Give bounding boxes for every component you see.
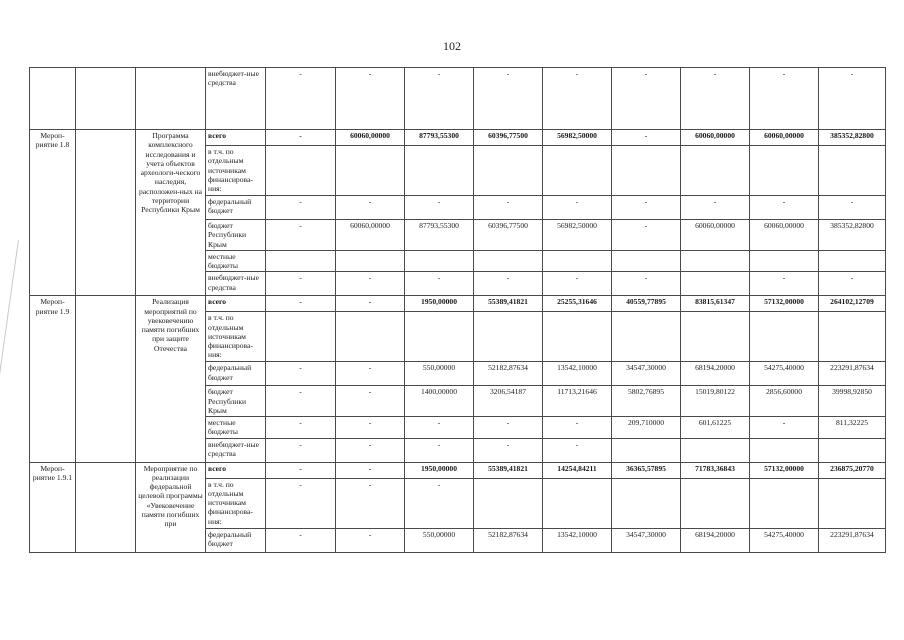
funding-source: местные бюджеты [206, 250, 266, 272]
value-cell: - [266, 528, 336, 552]
value-cell [681, 312, 750, 362]
blank-cell [76, 296, 136, 462]
value-cell: - [336, 68, 405, 130]
value-cell [474, 312, 543, 362]
value-cell: - [612, 196, 681, 220]
value-cell: 1950,00000 [405, 296, 474, 312]
funding-source: всего [206, 462, 266, 478]
value-cell: - [405, 417, 474, 439]
value-cell [750, 146, 819, 196]
value-cell: 55389,41821 [474, 296, 543, 312]
value-cell: - [336, 528, 405, 552]
value-cell: 60060,00000 [681, 220, 750, 251]
cont-blank-cell [76, 68, 136, 130]
value-cell: 15019,80122 [681, 386, 750, 417]
value-cell [266, 146, 336, 196]
budget-table [29, 67, 886, 553]
funding-source: внебюджет-ные средства [206, 68, 266, 130]
value-cell: - [474, 196, 543, 220]
value-cell: 14254,84211 [543, 462, 612, 478]
value-cell: - [336, 462, 405, 478]
value-cell: - [612, 220, 681, 251]
value-cell: 36365,57895 [612, 462, 681, 478]
table-row [30, 296, 886, 312]
value-cell: - [543, 196, 612, 220]
value-cell: 223291,87634 [819, 362, 886, 386]
value-cell [681, 478, 750, 528]
value-cell: - [405, 68, 474, 130]
value-cell: 56982,50000 [543, 220, 612, 251]
value-cell [681, 438, 750, 462]
value-cell: 87793,55300 [405, 130, 474, 146]
value-cell [819, 146, 886, 196]
value-cell: 56982,50000 [543, 130, 612, 146]
value-cell: 68194,20000 [681, 528, 750, 552]
cont-code-cell [30, 68, 76, 130]
blank-cell [76, 130, 136, 296]
value-cell: - [266, 196, 336, 220]
value-cell: 57132,00000 [750, 462, 819, 478]
measure-name: Программа комплексного исследования и учета объектов археологи-ческого наследия, расположен-ных на территории Республики Крым [136, 130, 206, 296]
value-cell: 550,00000 [405, 362, 474, 386]
value-cell: 60396,77500 [474, 220, 543, 251]
value-cell [474, 146, 543, 196]
value-cell: 39998,92850 [819, 386, 886, 417]
value-cell: - [405, 478, 474, 528]
value-cell: - [543, 272, 612, 296]
value-cell: 34547,30000 [612, 362, 681, 386]
value-cell: - [336, 362, 405, 386]
value-cell: 54275,40000 [750, 528, 819, 552]
value-cell [266, 250, 336, 272]
funding-source: в т.ч. по отдельным источникам финансирова-ния: [206, 146, 266, 196]
funding-source: федеральный бюджет [206, 362, 266, 386]
value-cell [750, 478, 819, 528]
value-cell: - [266, 362, 336, 386]
value-cell: - [266, 462, 336, 478]
funding-source: всего [206, 296, 266, 312]
value-cell [612, 312, 681, 362]
value-cell [543, 312, 612, 362]
funding-source: внебюджет-ные средства [206, 438, 266, 462]
value-cell: 83815,61347 [681, 296, 750, 312]
value-cell: - [612, 130, 681, 146]
value-cell [819, 438, 886, 462]
value-cell: 1950,00000 [405, 462, 474, 478]
value-cell: - [266, 296, 336, 312]
table-row [30, 462, 886, 478]
value-cell: - [474, 68, 543, 130]
value-cell: 60060,00000 [336, 220, 405, 251]
value-cell [819, 312, 886, 362]
value-cell: - [266, 130, 336, 146]
measure-name: Мероприятие по реализации федеральной целевой программы «Увековечение памяти погибших при [136, 462, 206, 552]
value-cell: - [266, 386, 336, 417]
value-cell: - [543, 68, 612, 130]
value-cell: - [336, 438, 405, 462]
measure-code: Мероп-риятие 1.9 [30, 296, 76, 462]
value-cell: - [750, 417, 819, 439]
value-cell [612, 478, 681, 528]
funding-source: бюджет Республики Крым [206, 220, 266, 251]
value-cell: 25255,31646 [543, 296, 612, 312]
value-cell: 68194,20000 [681, 362, 750, 386]
value-cell: - [819, 272, 886, 296]
value-cell [819, 250, 886, 272]
value-cell: 57132,00000 [750, 296, 819, 312]
funding-source: бюджет Республики Крым [206, 386, 266, 417]
value-cell: - [819, 196, 886, 220]
value-cell: 601,61225 [681, 417, 750, 439]
value-cell [405, 312, 474, 362]
value-cell: 87793,55300 [405, 220, 474, 251]
value-cell: 3206,54187 [474, 386, 543, 417]
measure-code: Мероп-риятие 1.8 [30, 130, 76, 296]
funding-source: местные бюджеты [206, 417, 266, 439]
value-cell [750, 250, 819, 272]
funding-source: всего [206, 130, 266, 146]
value-cell: - [405, 272, 474, 296]
value-cell: - [266, 220, 336, 251]
value-cell [543, 146, 612, 196]
value-cell [612, 146, 681, 196]
value-cell [474, 250, 543, 272]
value-cell [336, 146, 405, 196]
value-cell: 60060,00000 [750, 130, 819, 146]
value-cell: - [543, 417, 612, 439]
value-cell: - [612, 68, 681, 130]
value-cell: - [543, 438, 612, 462]
value-cell: - [750, 272, 819, 296]
value-cell [750, 312, 819, 362]
value-cell: - [750, 68, 819, 130]
value-cell: 209,710000 [612, 417, 681, 439]
value-cell [543, 250, 612, 272]
value-cell: - [474, 272, 543, 296]
value-cell [336, 312, 405, 362]
value-cell: - [266, 272, 336, 296]
cont-name-cell [136, 68, 206, 130]
value-cell: - [336, 296, 405, 312]
value-cell: 71783,36843 [681, 462, 750, 478]
value-cell: 52182,87634 [474, 528, 543, 552]
value-cell: 2856,60000 [750, 386, 819, 417]
value-cell: 54275,40000 [750, 362, 819, 386]
value-cell [405, 250, 474, 272]
value-cell: - [750, 196, 819, 220]
page-number: 102 [443, 39, 461, 53]
value-cell [819, 478, 886, 528]
value-cell [750, 438, 819, 462]
measure-name: Реализация мероприятий по увековечению памяти погибших при защите Отечества [136, 296, 206, 462]
funding-source: в т.ч. по отдельным источникам финансирова-ния: [206, 478, 266, 528]
value-cell: 5802,76895 [612, 386, 681, 417]
value-cell: - [336, 478, 405, 528]
value-cell: 385352,82800 [819, 220, 886, 251]
value-cell: 60060,00000 [681, 130, 750, 146]
funding-source: федеральный бюджет [206, 196, 266, 220]
value-cell [543, 478, 612, 528]
value-cell: 264102,12709 [819, 296, 886, 312]
value-cell: - [819, 68, 886, 130]
value-cell: - [266, 417, 336, 439]
value-cell: - [336, 417, 405, 439]
value-cell [336, 250, 405, 272]
value-cell: 60396,77500 [474, 130, 543, 146]
value-cell: - [266, 478, 336, 528]
value-cell: 52182,87634 [474, 362, 543, 386]
value-cell: - [336, 386, 405, 417]
value-cell: - [336, 272, 405, 296]
value-cell [474, 478, 543, 528]
value-cell: 223291,87634 [819, 528, 886, 552]
value-cell: 60060,00000 [336, 130, 405, 146]
table-row [30, 68, 886, 130]
value-cell: 1400,00000 [405, 386, 474, 417]
value-cell: 40559,77895 [612, 296, 681, 312]
value-cell: 550,00000 [405, 528, 474, 552]
measure-code: Мероп-риятие 1.9.1 [30, 462, 76, 552]
value-cell: 13542,10000 [543, 528, 612, 552]
value-cell: 13542,10000 [543, 362, 612, 386]
blank-cell [76, 462, 136, 552]
funding-source: в т.ч. по отдельным источникам финансирова-ния: [206, 312, 266, 362]
value-cell: - [474, 438, 543, 462]
funding-source: федеральный бюджет [206, 528, 266, 552]
value-cell [681, 146, 750, 196]
value-cell: 55389,41821 [474, 462, 543, 478]
value-cell [681, 272, 750, 296]
value-cell [681, 250, 750, 272]
value-cell [612, 438, 681, 462]
funding-source: внебюджет-ные средства [206, 272, 266, 296]
value-cell: - [474, 417, 543, 439]
value-cell [612, 250, 681, 272]
value-cell [405, 146, 474, 196]
value-cell: - [405, 196, 474, 220]
value-cell: - [612, 272, 681, 296]
value-cell: - [405, 438, 474, 462]
value-cell: 11713,21646 [543, 386, 612, 417]
value-cell: 60060,00000 [750, 220, 819, 251]
value-cell: 385352,82800 [819, 130, 886, 146]
value-cell: 236875,20770 [819, 462, 886, 478]
value-cell [266, 312, 336, 362]
value-cell: 34547,30000 [612, 528, 681, 552]
value-cell: 811,32225 [819, 417, 886, 439]
value-cell: - [681, 68, 750, 130]
table-row [30, 130, 886, 146]
table-body [30, 68, 886, 553]
value-cell: - [266, 438, 336, 462]
value-cell: - [266, 68, 336, 130]
value-cell: - [336, 196, 405, 220]
value-cell: - [681, 196, 750, 220]
